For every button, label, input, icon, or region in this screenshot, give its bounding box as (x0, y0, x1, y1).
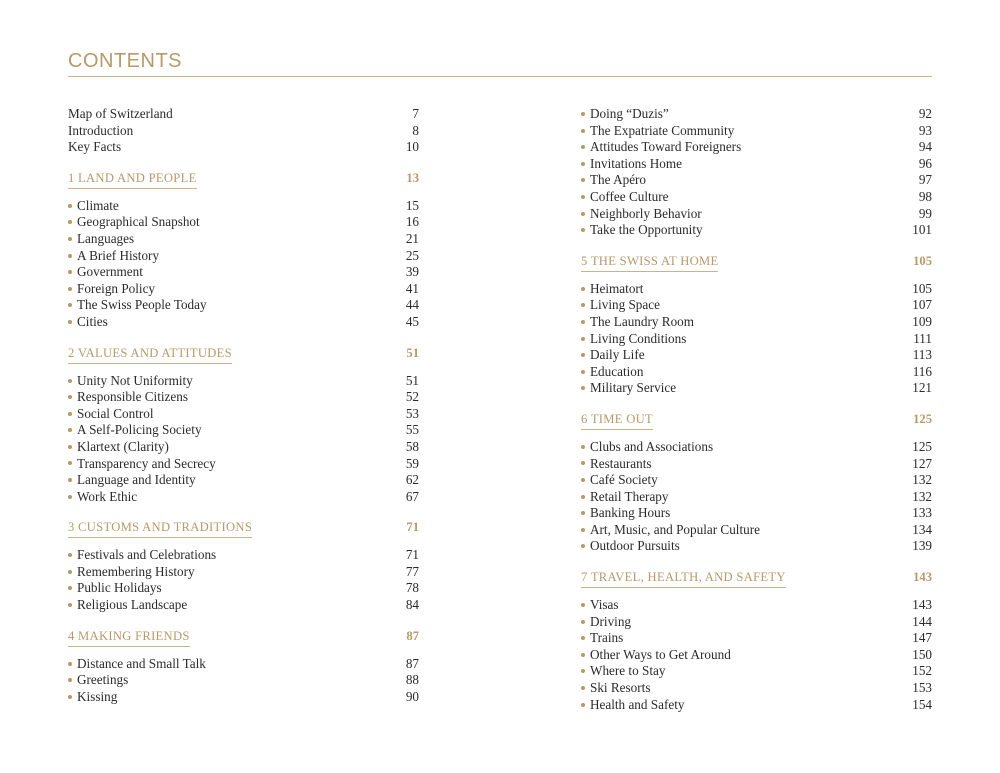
toc-entry-page: 132 (912, 472, 932, 488)
toc-entry[interactable] (68, 672, 419, 689)
toc-entry-label (581, 297, 660, 314)
toc-entry-page: 59 (405, 455, 419, 471)
toc-entry[interactable] (68, 248, 419, 265)
toc-entry-label (68, 214, 200, 231)
toc-entry-label (68, 489, 137, 506)
toc-entry[interactable] (581, 222, 932, 239)
continued-list (581, 106, 932, 239)
chapter-heading[interactable] (581, 572, 932, 588)
bullet-icon (68, 320, 72, 324)
toc-entry-label (581, 597, 619, 614)
toc-entry[interactable] (581, 314, 932, 331)
toc-entry-label (581, 538, 680, 555)
toc-entry[interactable] (581, 364, 932, 381)
toc-entry[interactable] (581, 680, 932, 697)
toc-entry-page: 21 (405, 230, 419, 246)
bullet-icon (581, 303, 585, 307)
toc-entry[interactable] (581, 630, 932, 647)
toc-entry-page: 113 (912, 347, 932, 363)
toc-entry[interactable] (68, 472, 419, 489)
bullet-icon (68, 287, 72, 291)
toc-entry-label (68, 297, 207, 314)
bullet-icon (581, 353, 585, 357)
chapter-title: 2 VALUES AND ATTITUDES (68, 346, 232, 364)
toc-entry-label (581, 472, 658, 489)
toc-entry[interactable] (68, 281, 419, 298)
toc-entry-label (581, 439, 713, 456)
chapter-title: 7 TRAVEL, HEALTH, AND SAFETY (581, 570, 786, 588)
bullet-icon (68, 412, 72, 416)
toc-entry-label (581, 331, 686, 348)
chapter-page: 71 (406, 520, 419, 535)
toc-entry-text: A Self-Policing Society (77, 422, 202, 438)
toc-entry[interactable] (68, 406, 419, 423)
toc-entry[interactable] (68, 297, 419, 314)
toc-entry[interactable] (68, 456, 419, 473)
toc-entry-text: Ski Resorts (590, 680, 651, 696)
bullet-icon (581, 669, 585, 673)
toc-entry-label (581, 222, 703, 239)
toc-entry-page: 88 (405, 672, 419, 688)
toc-entry-label (581, 189, 669, 206)
toc-entry-page: 39 (405, 264, 419, 280)
toc-entry[interactable] (68, 231, 419, 248)
toc-entry[interactable] (581, 505, 932, 522)
toc-entry-label (68, 689, 117, 706)
toc-entry-page: 41 (405, 280, 419, 296)
toc-entry-page: 101 (912, 222, 932, 238)
bullet-icon (68, 428, 72, 432)
bullet-icon (581, 528, 585, 532)
toc-entry[interactable] (68, 547, 419, 564)
toc-entry[interactable] (68, 139, 419, 156)
toc-entry-label (581, 347, 645, 364)
toc-entry-label: Key Facts (68, 139, 122, 155)
toc-entry-label (68, 281, 155, 298)
toc-entry-page: 97 (918, 172, 932, 188)
toc-entry-label (581, 505, 670, 522)
chapter-page: 143 (913, 570, 932, 585)
title-divider (68, 76, 932, 77)
toc-entry-text: Religious Landscape (77, 597, 188, 613)
toc-entry-label (68, 597, 187, 614)
toc-entry-text: Climate (77, 197, 119, 213)
toc-entry-text: Transparency and Secrecy (77, 455, 216, 471)
chapter-heading[interactable] (68, 170, 419, 189)
toc-entry-page: 51 (405, 372, 419, 388)
toc-entry-page: 134 (912, 521, 932, 537)
chapter-heading[interactable] (68, 628, 419, 647)
toc-entry-text: Invitations Home (590, 155, 682, 171)
toc-entry-label (68, 231, 134, 248)
bullet-icon (581, 495, 585, 499)
toc-entry-label (68, 672, 128, 689)
toc-entry[interactable] (68, 439, 419, 456)
chapter-heading[interactable] (581, 253, 932, 272)
toc-entry[interactable] (581, 697, 932, 714)
toc-entry-text: Unity Not Uniformity (77, 372, 193, 388)
bullet-icon (581, 544, 585, 548)
bullet-icon (68, 662, 72, 666)
bullet-icon (581, 620, 585, 624)
toc-entry-page: 133 (912, 505, 932, 521)
bullet-icon (68, 204, 72, 208)
toc-entry-page: 121 (912, 380, 932, 396)
toc-entry-text: Klartext (Clarity) (77, 438, 169, 454)
toc-entry-text: The Expatriate Community (590, 122, 735, 138)
toc-entry-page: 15 (405, 197, 419, 213)
toc-entry-text: Education (590, 363, 644, 379)
toc-entry-label (581, 156, 682, 173)
bullet-icon (68, 678, 72, 682)
toc-entry[interactable] (581, 538, 932, 555)
bullet-icon (581, 603, 585, 607)
toc-entry-text: Visas (590, 597, 619, 613)
toc-entry-page: 152 (912, 663, 932, 679)
chapter-title: 6 TIME OUT (581, 412, 653, 430)
toc-entry-text: Festivals and Celebrations (77, 547, 217, 563)
toc-entry[interactable] (68, 489, 419, 506)
toc-entry-page: 92 (918, 106, 932, 121)
toc-entry-text: Greetings (77, 672, 129, 688)
toc-entry-page: 90 (405, 688, 419, 704)
bullet-icon (68, 570, 72, 574)
toc-entry-page: 52 (405, 389, 419, 405)
toc-entry[interactable] (581, 156, 932, 173)
toc-entry-page: 99 (918, 205, 932, 221)
bullet-icon (581, 636, 585, 640)
toc-entry-label (581, 630, 623, 647)
toc-entry-label (581, 680, 650, 697)
toc-entry-label (581, 614, 631, 631)
toc-entry[interactable] (68, 214, 419, 231)
toc-entry-label (68, 580, 162, 597)
toc-entry-text: Public Holidays (77, 580, 162, 596)
toc-entry[interactable] (581, 123, 932, 140)
bullet-icon (581, 195, 585, 199)
bullet-icon (581, 228, 585, 232)
chapter-title: 3 CUSTOMS AND TRADITIONS (68, 520, 252, 538)
bullet-icon (581, 287, 585, 291)
toc-entry-label (68, 389, 188, 406)
bullet-icon (581, 370, 585, 374)
toc-entry-page: 58 (405, 438, 419, 454)
toc-entry-text: Retail Therapy (590, 488, 669, 504)
toc-entry[interactable] (581, 331, 932, 348)
toc-right-column (581, 106, 932, 713)
bullet-icon (581, 686, 585, 690)
toc-entry-page: 78 (405, 580, 419, 596)
bullet-icon (581, 386, 585, 390)
toc-entry-page: 84 (405, 597, 419, 613)
toc-entry-page: 109 (912, 313, 932, 329)
bullet-icon (68, 254, 72, 258)
toc-entry-text: Foreign Policy (77, 280, 156, 296)
toc-entry-page: 96 (918, 155, 932, 171)
bullet-icon (581, 653, 585, 657)
bullet-icon (581, 129, 585, 133)
toc-entry-label (581, 647, 731, 664)
toc-entry-text: Art, Music, and Popular Culture (590, 521, 760, 537)
toc-entry-page: 127 (912, 455, 932, 471)
toc-entry[interactable] (581, 347, 932, 364)
bullet-icon (581, 478, 585, 482)
chapter-page: 51 (406, 345, 419, 360)
toc-entry-label: Introduction (68, 122, 134, 138)
toc-entry-text: Work Ethic (77, 488, 138, 504)
chapter-page: 125 (913, 411, 932, 426)
chapter-page: 87 (406, 628, 419, 643)
toc-entry[interactable] (581, 106, 932, 123)
toc-entry-page: 53 (405, 405, 419, 421)
bullet-icon (68, 237, 72, 241)
toc-entry[interactable] (581, 614, 932, 631)
bullet-icon (68, 478, 72, 482)
chapter-title: 4 MAKING FRIENDS (68, 629, 190, 647)
toc-entry-text: Restaurants (590, 455, 652, 471)
toc-entry-text: The Apéro (590, 172, 647, 188)
toc-entry-page: 44 (405, 297, 419, 313)
toc-entry-text: Daily Life (590, 347, 645, 363)
toc-entry[interactable] (68, 656, 419, 673)
toc-entry-text: Doing “Duzis” (590, 106, 669, 121)
page-title: CONTENTS (68, 50, 182, 72)
toc-entry-label (68, 373, 193, 390)
bullet-icon (581, 511, 585, 515)
bullet-icon (68, 586, 72, 590)
toc-entry-text: Language and Identity (77, 472, 196, 488)
toc-entry-page: 87 (405, 655, 419, 671)
chapter-page: 105 (913, 253, 932, 268)
toc-entry-label (581, 364, 643, 381)
toc-entry-text: Responsible Citizens (77, 389, 188, 405)
toc-entry[interactable] (581, 472, 932, 489)
toc-entry[interactable] (68, 597, 419, 614)
toc-entry-page: 71 (405, 547, 419, 563)
toc-entry-page: 116 (912, 363, 932, 379)
toc-entry-label (68, 656, 206, 673)
bullet-icon (581, 145, 585, 149)
toc-entry-label (581, 139, 741, 156)
toc-entry-page: 150 (912, 646, 932, 662)
toc-entry-page: 7 (412, 106, 419, 121)
toc-entry-page: 25 (405, 247, 419, 263)
toc-entry-text: Military Service (590, 380, 677, 396)
toc-entry-page: 147 (912, 630, 932, 646)
toc-entry-label (581, 522, 760, 539)
toc-entry-label (581, 456, 652, 473)
toc-entry-label: Map of Switzerland (68, 106, 173, 121)
toc-entry[interactable] (581, 663, 932, 680)
toc-entry-page: 98 (918, 188, 932, 204)
bullet-icon (68, 695, 72, 699)
toc-entry[interactable] (581, 189, 932, 206)
toc-entry-label (68, 564, 195, 581)
toc-entry-label (581, 172, 646, 189)
toc-entry-page: 10 (405, 139, 419, 155)
toc-entry-text: Geographical Snapshot (77, 214, 200, 230)
toc-entry-text: Take the Opportunity (590, 222, 703, 238)
toc-entry-page: 107 (912, 297, 932, 313)
bullet-icon (68, 270, 72, 274)
toc-entry-text: Trains (590, 630, 624, 646)
bullet-icon (68, 495, 72, 499)
toc-entry[interactable] (581, 597, 932, 614)
toc-entry-label (581, 123, 734, 140)
chapter-title: 5 THE SWISS AT HOME (581, 254, 718, 272)
toc-entry[interactable] (581, 297, 932, 314)
toc-entry[interactable] (581, 139, 932, 156)
toc-entry-page: 125 (912, 438, 932, 454)
bullet-icon (68, 395, 72, 399)
toc-entry[interactable] (68, 422, 419, 439)
bullet-icon (68, 553, 72, 557)
bullet-icon (581, 703, 585, 707)
bullet-icon (581, 461, 585, 465)
bullet-icon (68, 303, 72, 307)
bullet-icon (68, 445, 72, 449)
toc-entry-label (68, 406, 154, 423)
toc-entry[interactable] (68, 373, 419, 390)
toc-entry-label (68, 422, 202, 439)
toc-entry[interactable] (68, 389, 419, 406)
toc-entry-label (581, 663, 665, 680)
toc-entry-page: 67 (405, 488, 419, 504)
toc-entry-text: Health and Safety (590, 696, 685, 712)
toc-entry-text: Remembering History (77, 563, 195, 579)
toc-entry[interactable] (581, 439, 932, 456)
toc-entry[interactable] (581, 647, 932, 664)
toc-entry-label (68, 248, 159, 265)
bullet-icon (581, 112, 585, 116)
toc-entry[interactable] (68, 123, 419, 140)
toc-entry-text: Cities (77, 313, 108, 329)
toc-entry[interactable] (68, 198, 419, 215)
bullet-icon (68, 220, 72, 224)
toc-entry-label (581, 697, 684, 714)
toc-entry-page: 62 (405, 472, 419, 488)
bullet-icon (581, 320, 585, 324)
toc-entry-page: 45 (405, 313, 419, 329)
toc-entry-page: 77 (405, 563, 419, 579)
toc-entry-label (68, 314, 108, 331)
toc-entry-page: 139 (912, 538, 932, 554)
toc-entry-text: The Laundry Room (590, 313, 695, 329)
bullet-icon (581, 178, 585, 182)
toc-entry-page: 132 (912, 488, 932, 504)
front-matter-list (68, 106, 419, 156)
right-sections (581, 253, 932, 713)
toc-entry[interactable] (581, 380, 932, 397)
toc-entry-text: Social Control (77, 405, 154, 421)
toc-entry-text: Living Space (590, 297, 660, 313)
left-sections (68, 170, 419, 706)
chapter-heading[interactable] (581, 411, 932, 430)
toc-entry-text: Other Ways to Get Around (590, 646, 731, 662)
toc-entry-page: 154 (912, 696, 932, 712)
toc-entry-text: Living Conditions (590, 330, 687, 346)
toc-entry[interactable] (68, 264, 419, 281)
bullet-icon (68, 603, 72, 607)
toc-entry[interactable] (581, 281, 932, 298)
bullet-icon (581, 162, 585, 166)
toc-entry-label (581, 314, 694, 331)
toc-entry[interactable] (68, 314, 419, 331)
toc-entry[interactable] (581, 522, 932, 539)
toc-entry-page: 143 (912, 597, 932, 613)
toc-entry-label (68, 456, 216, 473)
chapter-page: 13 (406, 170, 419, 185)
toc-entry-text: Café Society (590, 472, 658, 488)
toc-entry-page: 94 (918, 139, 932, 155)
chapter-title: 1 LAND AND PEOPLE (68, 171, 197, 189)
bullet-icon (68, 379, 72, 383)
toc-entry-page: 55 (405, 422, 419, 438)
toc-entry-page: 93 (918, 122, 932, 138)
toc-entry-label (68, 547, 216, 564)
toc-entry-page: 144 (912, 613, 932, 629)
toc-entry-text: Languages (77, 230, 135, 246)
toc-entry[interactable] (68, 564, 419, 581)
chapter-heading[interactable] (68, 522, 419, 538)
toc-entry-label (68, 439, 169, 456)
toc-entry-label (68, 472, 196, 489)
toc-entry[interactable] (68, 580, 419, 597)
toc-entry-text: Where to Stay (590, 663, 666, 679)
toc-entry-text: A Brief History (77, 247, 160, 263)
toc-entry-text: Attitudes Toward Foreigners (590, 139, 742, 155)
toc-entry-label (581, 380, 676, 397)
toc-entry[interactable] (68, 689, 419, 706)
toc-entry-text: The Swiss People Today (77, 297, 207, 313)
toc-entry-page: 153 (912, 680, 932, 696)
toc-entry-page: 111 (913, 330, 932, 346)
toc-entry[interactable] (581, 489, 932, 506)
bullet-icon (581, 212, 585, 216)
toc-entry-page: 8 (412, 122, 419, 138)
toc-entry-page: 16 (405, 214, 419, 230)
toc-entry-label (68, 198, 119, 215)
toc-entry-text: Banking Hours (590, 505, 671, 521)
toc-entry-text: Driving (590, 613, 632, 629)
toc-entry-label (68, 264, 143, 281)
toc-entry-label (581, 281, 643, 298)
chapter-heading[interactable] (68, 345, 419, 364)
toc-entry-label (581, 206, 702, 223)
toc-entry[interactable] (581, 456, 932, 473)
toc-left-column (68, 106, 419, 705)
toc-entry-text: Distance and Small Talk (77, 655, 206, 671)
toc-entry-label (581, 106, 669, 123)
bullet-icon (581, 337, 585, 341)
toc-entry-text: Heimatort (590, 280, 644, 296)
bullet-icon (581, 445, 585, 449)
toc-entry-label (581, 489, 669, 506)
toc-entry-text: Clubs and Associations (590, 438, 714, 454)
toc-entry-page: 105 (912, 280, 932, 296)
toc-entry[interactable] (581, 206, 932, 223)
bullet-icon (68, 461, 72, 465)
toc-entry-text: Outdoor Pursuits (590, 538, 680, 554)
toc-entry-text: Coffee Culture (590, 188, 669, 204)
toc-entry[interactable] (581, 172, 932, 189)
toc-entry-text: Government (77, 264, 143, 280)
toc-entry-text: Neighborly Behavior (590, 205, 702, 221)
toc-entry-text: Kissing (77, 688, 118, 704)
toc-entry[interactable] (68, 106, 419, 123)
